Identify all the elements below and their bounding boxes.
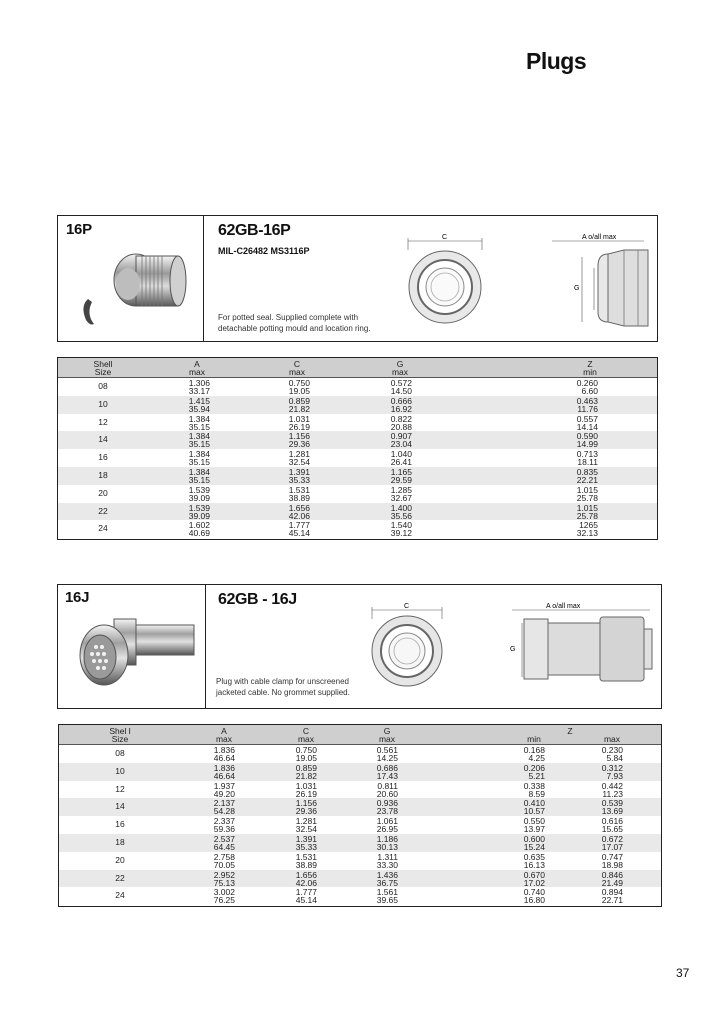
a-mm-cell: 39.09 [188, 492, 210, 503]
header-c: C [302, 726, 310, 736]
c-mm-cell: 26.19 [295, 788, 317, 799]
zmax-inch-cell: 0.894 [601, 887, 623, 898]
z-mm-cell: 6.60 [581, 386, 598, 396]
header-z: Z [587, 359, 593, 369]
header-g: G [383, 726, 391, 736]
a-mm-cell: 70.05 [213, 859, 235, 870]
a-mm-cell: 35.15 [188, 439, 210, 450]
page-title: Plugs [526, 48, 587, 74]
zmin-mm-cell: 16.13 [523, 859, 545, 870]
product-code: 16J [65, 589, 90, 606]
g-inch-cell: 1.400 [390, 502, 412, 513]
header-size: Size [111, 734, 129, 744]
table-row [59, 745, 661, 763]
table-row [58, 520, 657, 538]
c-mm-cell: 26.19 [288, 421, 310, 432]
zmin-mm-cell: 16.80 [523, 895, 545, 906]
g-inch-cell: 0.666 [390, 395, 412, 406]
zmax-mm-cell: 5.84 [606, 753, 623, 763]
zmin-mm-cell: 8.59 [528, 788, 545, 799]
a-mm-cell: 35.94 [188, 403, 210, 414]
shell-size-cell: 22 [98, 505, 108, 516]
shell-size-cell: 08 [98, 381, 108, 391]
shell-size-cell: 10 [98, 398, 108, 409]
model-number: 62GB - 16J [218, 591, 297, 608]
g-mm-cell: 39.12 [390, 528, 412, 539]
spec-table-16j [58, 724, 662, 907]
g-inch-cell: 0.811 [377, 780, 398, 791]
g-inch-cell: 0.686 [376, 762, 398, 773]
plug-photo [78, 244, 198, 336]
g-inch-cell: 1.436 [376, 869, 398, 880]
table-row [59, 834, 661, 852]
zmax-inch-cell: 0.442 [601, 780, 623, 791]
g-mm-cell: 17.43 [376, 770, 398, 781]
g-inch-cell: 0.572 [390, 378, 412, 388]
zmax-mm-cell: 15.65 [601, 824, 623, 835]
product-code: 16P [66, 221, 92, 238]
a-inch-cell: 2.137 [213, 798, 235, 809]
header-a-sub: max [188, 367, 206, 377]
table-row [58, 449, 657, 467]
a-inch-cell: 3.002 [213, 887, 235, 898]
a-mm-cell: 33.17 [188, 386, 210, 396]
a-inch-cell: 1.937 [213, 780, 235, 791]
zmax-mm-cell: 11.23 [602, 788, 623, 799]
a-inch-cell: 1.836 [213, 762, 235, 773]
table-row [59, 798, 661, 816]
zmin-inch-cell: 0.550 [523, 816, 545, 827]
g-mm-cell: 26.95 [376, 824, 398, 835]
g-inch-cell: 1.285 [390, 484, 412, 495]
shell-size-cell: 14 [98, 434, 108, 445]
g-inch-cell: 1.061 [376, 816, 398, 827]
g-mm-cell: 32.67 [390, 492, 412, 503]
shell-size-cell: 10 [115, 765, 125, 776]
c-mm-cell: 19.05 [288, 386, 310, 396]
g-mm-cell: 23.04 [390, 439, 412, 450]
zmax-inch-cell: 0.846 [601, 869, 623, 880]
shell-size-cell: 24 [115, 890, 125, 901]
zmin-mm-cell: 5.21 [528, 770, 545, 781]
shell-size-cell: 18 [98, 469, 108, 480]
zmin-mm-cell: 13.97 [523, 824, 545, 835]
a-mm-cell: 40.69 [188, 528, 210, 539]
zmax-mm-cell: 21.49 [601, 877, 623, 888]
table-header [58, 358, 657, 378]
zmin-mm-cell: 15.24 [523, 841, 545, 852]
a-inch-cell: 1.384 [188, 466, 210, 477]
z-inch-cell: 0.835 [576, 466, 598, 477]
z-mm-cell: 14.14 [576, 421, 598, 432]
g-inch-cell: 1.165 [390, 466, 412, 477]
g-mm-cell: 16.92 [390, 403, 412, 414]
z-inch-cell: 0.713 [576, 449, 598, 460]
header-a: A [221, 726, 227, 736]
g-mm-cell: 14.25 [376, 753, 398, 763]
table-header [59, 725, 661, 745]
zmax-mm-cell: 18.98 [601, 859, 623, 870]
zmin-inch-cell: 0.338 [523, 780, 545, 791]
shell-size-cell: 22 [115, 872, 125, 883]
a-mm-cell: 46.64 [213, 770, 235, 781]
table-row [59, 781, 661, 799]
zmax-inch-cell: 0.747 [601, 851, 623, 862]
label-a: A o/all max [546, 603, 581, 610]
a-mm-cell: 49.20 [213, 788, 235, 799]
z-mm-cell: 25.78 [576, 492, 598, 503]
table-row [59, 852, 661, 870]
c-mm-cell: 21.82 [288, 403, 310, 414]
a-inch-cell: 1.384 [188, 449, 210, 460]
g-mm-cell: 26.41 [390, 457, 412, 468]
a-mm-cell: 54.28 [213, 806, 235, 817]
header-g-sub: max [378, 734, 396, 744]
table-row [58, 378, 657, 396]
c-inch-cell: 1.156 [295, 798, 317, 809]
shell-size-cell: 24 [98, 523, 108, 534]
c-inch-cell: 1.281 [295, 816, 317, 827]
c-inch-cell: 1.031 [288, 413, 310, 424]
g-inch-cell: 1.540 [390, 520, 412, 531]
table-row [58, 396, 657, 414]
zmax-mm-cell: 22.71 [601, 895, 623, 906]
a-inch-cell: 1.602 [188, 520, 210, 531]
z-inch-cell: 1.015 [576, 484, 598, 495]
g-inch-cell: 0.907 [390, 431, 412, 442]
dimension-drawing [362, 599, 656, 691]
spec-table-16p [57, 357, 658, 540]
c-mm-cell: 35.33 [295, 841, 317, 852]
zmax-inch-cell: 0.539 [601, 798, 623, 809]
label-a: A o/all max [582, 234, 617, 241]
table-row [58, 503, 657, 521]
c-inch-cell: 1.531 [295, 851, 317, 862]
page-number: 37 [676, 966, 690, 980]
model-number: 62GB-16P [218, 222, 291, 239]
c-mm-cell: 45.14 [295, 895, 317, 906]
z-mm-cell: 14.99 [576, 439, 598, 450]
c-inch-cell: 0.750 [288, 378, 310, 388]
zmin-mm-cell: 10.57 [523, 806, 545, 817]
g-inch-cell: 0.822 [390, 413, 412, 424]
table-body [59, 745, 661, 905]
header-z-max: max [603, 734, 621, 744]
z-inch-cell: 0.260 [576, 378, 598, 388]
label-g: G [574, 285, 580, 292]
zmin-inch-cell: 0.168 [523, 745, 545, 755]
zmin-inch-cell: 0.670 [523, 869, 545, 880]
plug-photo [70, 609, 202, 701]
c-mm-cell: 38.89 [288, 492, 310, 503]
zmax-inch-cell: 0.312 [601, 762, 623, 773]
c-inch-cell: 1.031 [295, 780, 317, 791]
c-mm-cell: 45.14 [288, 528, 310, 539]
product-panel-16j [57, 584, 662, 709]
c-mm-cell: 21.82 [295, 770, 317, 781]
a-mm-cell: 75.13 [213, 877, 235, 888]
z-mm-cell: 32.13 [576, 528, 598, 539]
zmin-mm-cell: 4.25 [528, 753, 545, 763]
a-mm-cell: 39.09 [188, 510, 210, 521]
zmax-inch-cell: 0.230 [601, 745, 623, 755]
a-inch-cell: 1.539 [188, 484, 210, 495]
table-row [58, 485, 657, 503]
a-inch-cell: 1.539 [188, 502, 210, 513]
g-mm-cell: 20.88 [390, 421, 412, 432]
label-c: C [404, 603, 410, 610]
c-inch-cell: 1.391 [295, 833, 317, 844]
c-inch-cell: 1.281 [288, 449, 310, 460]
g-mm-cell: 36.75 [376, 877, 398, 888]
g-mm-cell: 33.30 [376, 859, 398, 870]
header-z-sub: min [583, 367, 597, 377]
c-mm-cell: 42.06 [295, 877, 317, 888]
table-row [58, 414, 657, 432]
c-inch-cell: 1.656 [295, 869, 317, 880]
label-c: C [442, 234, 448, 241]
g-inch-cell: 1.040 [390, 449, 412, 460]
g-inch-cell: 0.561 [376, 745, 398, 755]
a-mm-cell: 76.25 [213, 895, 235, 906]
header-c-sub: max [288, 367, 306, 377]
c-inch-cell: 1.391 [288, 466, 310, 477]
a-mm-cell: 35.15 [188, 421, 210, 432]
g-mm-cell: 39.65 [376, 895, 398, 906]
shell-size-cell: 20 [115, 854, 125, 865]
a-inch-cell: 2.337 [213, 816, 235, 827]
g-inch-cell: 1.186 [376, 833, 398, 844]
header-z: Z [567, 726, 573, 736]
header-c-sub: max [297, 734, 315, 744]
zmin-inch-cell: 0.410 [523, 798, 545, 809]
a-mm-cell: 35.15 [188, 457, 210, 468]
product-panel-16p [57, 215, 658, 342]
c-inch-cell: 1.777 [295, 887, 317, 898]
g-mm-cell: 30.13 [376, 841, 398, 852]
c-inch-cell: 0.750 [295, 745, 317, 755]
z-inch-cell: 0.557 [576, 413, 598, 424]
a-mm-cell: 59.36 [213, 824, 235, 835]
zmax-mm-cell: 17.07 [601, 841, 623, 852]
header-shell: Shell [93, 359, 113, 369]
g-inch-cell: 0.936 [376, 798, 398, 809]
shell-size-cell: 14 [115, 801, 125, 812]
shell-size-cell: 08 [115, 748, 125, 758]
label-g: G [510, 646, 516, 653]
g-mm-cell: 29.59 [390, 474, 412, 485]
header-a-sub: max [215, 734, 233, 744]
shell-size-cell: 16 [115, 819, 125, 830]
g-mm-cell: 35.56 [390, 510, 412, 521]
c-inch-cell: 1.531 [288, 484, 310, 495]
z-mm-cell: 22.21 [576, 474, 598, 485]
a-inch-cell: 1.384 [188, 431, 210, 442]
zmax-mm-cell: 13.69 [601, 806, 623, 817]
z-inch-cell: 1.015 [576, 502, 598, 513]
z-inch-cell: 0.590 [576, 431, 598, 442]
a-inch-cell: 1.836 [213, 745, 235, 755]
c-inch-cell: 0.859 [295, 762, 317, 773]
z-mm-cell: 18.11 [577, 457, 598, 468]
shell-size-cell: 18 [115, 836, 125, 847]
a-inch-cell: 2.758 [213, 851, 235, 862]
zmax-inch-cell: 0.616 [601, 816, 623, 827]
standard-reference: MIL-C26482 MS3116P [218, 246, 310, 256]
zmin-inch-cell: 0.600 [523, 833, 545, 844]
header-z-min: min [527, 734, 541, 744]
c-mm-cell: 29.36 [288, 439, 310, 450]
g-mm-cell: 20.60 [376, 788, 398, 799]
header-shell: Shel l [109, 726, 131, 736]
g-inch-cell: 1.561 [376, 887, 398, 898]
table-row [59, 763, 661, 781]
c-inch-cell: 1.656 [288, 502, 310, 513]
table-row [58, 467, 657, 485]
a-inch-cell: 1.306 [188, 378, 210, 388]
zmin-inch-cell: 0.740 [523, 887, 545, 898]
table-row [59, 870, 661, 888]
z-inch-cell: 0.463 [576, 395, 598, 406]
header-c: C [293, 359, 301, 369]
table-row [59, 887, 661, 905]
a-mm-cell: 35.15 [188, 474, 210, 485]
shell-size-cell: 12 [98, 416, 108, 427]
c-inch-cell: 1.156 [288, 431, 310, 442]
c-mm-cell: 38.89 [295, 859, 317, 870]
shell-size-cell: 12 [115, 783, 125, 794]
header-a: A [194, 359, 200, 369]
c-mm-cell: 42.06 [288, 510, 310, 521]
z-inch-cell: 1265 [579, 520, 598, 531]
header-g-sub: max [391, 367, 409, 377]
zmin-inch-cell: 0.635 [523, 851, 545, 862]
shell-size-cell: 16 [98, 452, 108, 463]
c-mm-cell: 32.54 [295, 824, 317, 835]
product-description: For potted seal. Supplied complete with detachable potting mould and location ring. [218, 313, 371, 333]
c-mm-cell: 19.05 [295, 753, 317, 763]
table-body [58, 378, 657, 538]
zmin-mm-cell: 17.02 [523, 877, 545, 888]
a-inch-cell: 1.384 [188, 413, 210, 424]
a-inch-cell: 2.537 [213, 833, 235, 844]
c-inch-cell: 0.859 [288, 395, 310, 406]
a-mm-cell: 46.64 [213, 753, 235, 763]
table-row [59, 816, 661, 834]
dimension-drawing [402, 230, 652, 340]
product-description: Plug with cable clamp for unscreened jacketed cable. No grommet supplied. [216, 677, 350, 697]
c-mm-cell: 29.36 [295, 806, 317, 817]
c-inch-cell: 1.777 [288, 520, 310, 531]
zmax-mm-cell: 7.93 [606, 770, 623, 781]
g-inch-cell: 1.311 [377, 851, 398, 862]
zmax-inch-cell: 0.672 [601, 833, 623, 844]
a-mm-cell: 64.45 [213, 841, 235, 852]
header-size: Size [94, 367, 112, 377]
table-row [58, 431, 657, 449]
c-mm-cell: 32.54 [288, 457, 310, 468]
shell-size-cell: 20 [98, 487, 108, 498]
zmin-inch-cell: 0.206 [523, 762, 545, 773]
z-mm-cell: 25.78 [576, 510, 598, 521]
g-mm-cell: 14.50 [390, 386, 412, 396]
z-mm-cell: 11.76 [577, 403, 598, 414]
header-g: G [396, 359, 404, 369]
c-mm-cell: 35.33 [288, 474, 310, 485]
a-inch-cell: 1.415 [188, 395, 210, 406]
g-mm-cell: 23.78 [376, 806, 398, 817]
a-inch-cell: 2.952 [213, 869, 235, 880]
